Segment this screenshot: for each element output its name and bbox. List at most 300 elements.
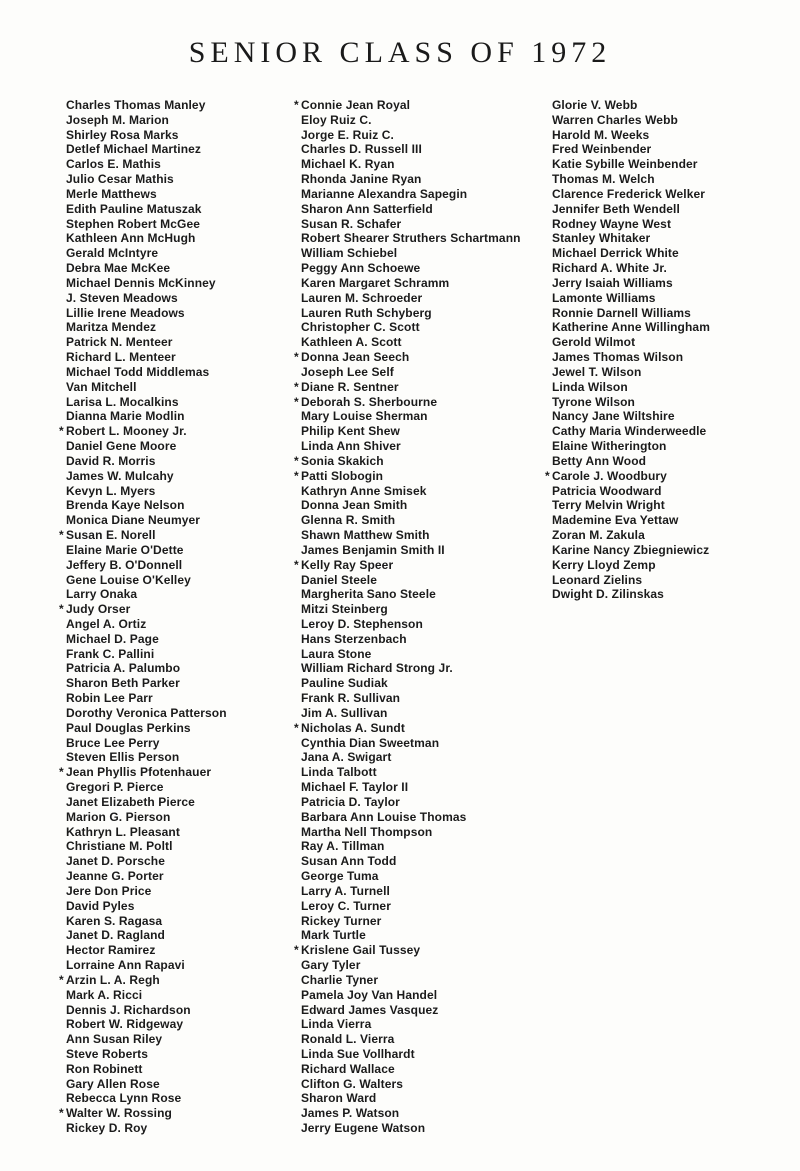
name-text: Ray A. Tillman bbox=[301, 839, 385, 854]
list-item bbox=[66, 721, 227, 736]
name-text: Gregori P. Pierce bbox=[66, 780, 164, 795]
list-item bbox=[66, 1017, 227, 1032]
list-item bbox=[66, 869, 227, 884]
name-text: Larisa L. Mocalkins bbox=[66, 394, 179, 409]
list-item bbox=[59, 1106, 227, 1121]
list-item bbox=[59, 528, 227, 543]
honor-asterisk: * bbox=[59, 528, 64, 543]
list-item bbox=[294, 943, 521, 958]
name-text: Rickey Turner bbox=[301, 913, 382, 928]
list-item bbox=[552, 98, 710, 113]
name-text: Robin Lee Parr bbox=[66, 691, 153, 706]
list-item bbox=[66, 498, 227, 513]
name-text: Judy Orser bbox=[66, 602, 131, 617]
list-item bbox=[66, 943, 227, 958]
list-item bbox=[301, 335, 521, 350]
name-text: Clifton G. Walters bbox=[301, 1076, 404, 1091]
list-item bbox=[301, 513, 521, 528]
name-text: Charlie Tyner bbox=[301, 972, 379, 987]
name-text: Gary Allen Rose bbox=[66, 1076, 160, 1091]
name-text: Lillie Irene Meadows bbox=[66, 305, 185, 320]
name-text: Jerry Isaiah Williams bbox=[552, 275, 673, 290]
name-text: Brenda Kaye Nelson bbox=[66, 498, 185, 513]
name-text: Karen Margaret Schramm bbox=[301, 275, 450, 290]
name-text: Jeffery B. O'Donnell bbox=[66, 557, 183, 572]
name-text: Mademine Eva Yettaw bbox=[552, 513, 679, 528]
name-text: Glenna R. Smith bbox=[301, 513, 396, 528]
name-text: Robert W. Ridgeway bbox=[66, 1017, 184, 1032]
list-item bbox=[301, 128, 521, 143]
list-item bbox=[552, 454, 710, 469]
name-text: Steven Ellis Person bbox=[66, 750, 180, 765]
list-item bbox=[301, 172, 521, 187]
list-item bbox=[301, 187, 521, 202]
list-item bbox=[66, 395, 227, 410]
list-item bbox=[66, 513, 227, 528]
name-text: Marianne Alexandra Sapegin bbox=[301, 186, 468, 201]
name-text: Gerold Wilmot bbox=[552, 335, 636, 350]
list-item bbox=[301, 1091, 521, 1106]
name-text: Susan E. Norell bbox=[66, 528, 156, 543]
name-text: Daniel Gene Moore bbox=[66, 439, 177, 454]
name-text: Mary Louise Sherman bbox=[301, 409, 428, 424]
list-item bbox=[301, 231, 521, 246]
list-item bbox=[66, 810, 227, 825]
name-text: Carole J. Woodbury bbox=[552, 468, 667, 483]
name-text: Lorraine Ann Rapavi bbox=[66, 958, 185, 973]
list-item bbox=[66, 469, 227, 484]
list-item bbox=[66, 1047, 227, 1062]
list-item bbox=[301, 661, 521, 676]
name-text: Zoran M. Zakula bbox=[552, 528, 645, 543]
name-text: Richard L. Menteer bbox=[66, 350, 176, 365]
list-item bbox=[66, 1121, 227, 1136]
name-text: Michael Dennis McKinney bbox=[66, 275, 216, 290]
honor-asterisk: * bbox=[294, 453, 299, 468]
name-text: Betty Ann Wood bbox=[552, 453, 647, 468]
list-item bbox=[552, 424, 710, 439]
name-text: James Thomas Wilson bbox=[552, 350, 684, 365]
name-text: Sharon Ward bbox=[301, 1091, 377, 1106]
name-text: Gerald McIntyre bbox=[66, 246, 159, 261]
name-text: Leroy C. Turner bbox=[301, 898, 391, 913]
name-text: Thomas M. Welch bbox=[552, 172, 655, 187]
name-text: Joseph M. Marion bbox=[66, 112, 169, 127]
name-text: Donna Jean Smith bbox=[301, 498, 408, 513]
list-item bbox=[66, 617, 227, 632]
list-item bbox=[301, 1032, 521, 1047]
name-text: Shirley Rosa Marks bbox=[66, 127, 179, 142]
name-text: Jana A. Swigart bbox=[301, 750, 392, 765]
list-item bbox=[66, 676, 227, 691]
name-text: Fred Weinbender bbox=[552, 142, 652, 157]
name-text: Jere Don Price bbox=[66, 883, 152, 898]
list-item bbox=[552, 587, 710, 602]
list-item bbox=[294, 557, 521, 573]
name-text: Leroy D. Stephenson bbox=[301, 616, 423, 631]
name-text: James Benjamin Smith II bbox=[301, 542, 445, 557]
list-item bbox=[66, 854, 227, 869]
list-item bbox=[301, 543, 521, 558]
name-text: J. Steven Meadows bbox=[66, 290, 178, 305]
list-item bbox=[66, 884, 227, 899]
list-item bbox=[66, 484, 227, 499]
list-item bbox=[301, 142, 521, 157]
honor-asterisk: * bbox=[294, 350, 299, 365]
list-item bbox=[66, 142, 227, 157]
name-text: Jim A. Sullivan bbox=[301, 705, 388, 720]
name-text: Rodney Wayne West bbox=[552, 216, 672, 231]
list-item bbox=[294, 350, 521, 365]
list-item bbox=[552, 513, 710, 528]
name-text: Rebecca Lynn Rose bbox=[66, 1091, 182, 1106]
name-text: Leonard Zielins bbox=[552, 572, 643, 587]
list-item bbox=[301, 765, 521, 780]
name-text: Katherine Anne Willingham bbox=[552, 320, 710, 335]
honor-asterisk: * bbox=[294, 943, 299, 958]
list-item bbox=[66, 691, 227, 706]
name-text: David R. Morris bbox=[66, 453, 156, 468]
name-text: David Pyles bbox=[66, 898, 135, 913]
name-text: Patrick N. Menteer bbox=[66, 335, 173, 350]
name-text: Robert Shearer Struthers Schartmann bbox=[301, 231, 521, 246]
name-text: Linda Ann Shiver bbox=[301, 439, 401, 454]
list-item bbox=[301, 958, 521, 973]
list-item bbox=[66, 320, 227, 335]
list-item bbox=[552, 380, 710, 395]
list-item bbox=[59, 424, 227, 439]
name-text: Susan Ann Todd bbox=[301, 854, 397, 869]
list-item bbox=[552, 202, 710, 217]
list-item bbox=[552, 142, 710, 157]
list-item bbox=[552, 217, 710, 232]
list-item bbox=[59, 765, 227, 780]
list-item bbox=[301, 869, 521, 884]
name-text: Connie Jean Royal bbox=[301, 98, 411, 112]
honor-asterisk: * bbox=[294, 379, 299, 394]
name-text: Marion G. Pierson bbox=[66, 809, 171, 824]
list-item bbox=[66, 380, 227, 395]
name-text: Warren Charles Webb bbox=[552, 112, 678, 127]
list-item bbox=[301, 706, 521, 721]
list-item bbox=[294, 394, 521, 410]
name-text: Hector Ramirez bbox=[66, 943, 156, 958]
list-item bbox=[552, 439, 710, 454]
name-text: Sharon Ann Satterfield bbox=[301, 201, 433, 216]
name-text: Karine Nancy Zbiegniewicz bbox=[552, 542, 710, 557]
list-item bbox=[66, 750, 227, 765]
name-text: Lauren Ruth Schyberg bbox=[301, 305, 432, 320]
names-column-1 bbox=[59, 98, 227, 1136]
list-item bbox=[301, 602, 521, 617]
name-text: Bruce Lee Perry bbox=[66, 735, 160, 750]
list-item bbox=[66, 914, 227, 929]
list-item bbox=[66, 1091, 227, 1106]
list-item bbox=[66, 899, 227, 914]
list-item bbox=[301, 498, 521, 513]
honor-asterisk: * bbox=[545, 468, 550, 483]
name-text: Kerry Lloyd Zemp bbox=[552, 557, 656, 572]
list-item bbox=[66, 454, 227, 469]
name-text: Michael D. Page bbox=[66, 631, 159, 646]
list-item bbox=[552, 409, 710, 424]
list-item bbox=[552, 365, 710, 380]
list-item bbox=[552, 128, 710, 143]
name-text: Rhonda Janine Ryan bbox=[301, 172, 422, 187]
name-text: Julio Cesar Mathis bbox=[66, 172, 174, 187]
name-text: Lauren M. Schroeder bbox=[301, 290, 423, 305]
name-text: Janet D. Ragland bbox=[66, 928, 165, 943]
name-text: Ronald L. Vierra bbox=[301, 1032, 395, 1047]
list-item bbox=[66, 1032, 227, 1047]
list-item bbox=[66, 261, 227, 276]
name-text: Susan R. Schafer bbox=[301, 216, 402, 231]
list-item bbox=[66, 439, 227, 454]
name-text: Van Mitchell bbox=[66, 379, 137, 394]
list-item bbox=[301, 1017, 521, 1032]
name-text: Harold M. Weeks bbox=[552, 127, 650, 142]
name-text: Richard Wallace bbox=[301, 1061, 395, 1076]
name-text: Paul Douglas Perkins bbox=[66, 720, 191, 735]
list-item bbox=[294, 379, 521, 395]
list-item bbox=[301, 973, 521, 988]
name-text: Christiane M. Poltl bbox=[66, 839, 173, 854]
list-item bbox=[294, 453, 521, 469]
name-text: Michael K. Ryan bbox=[301, 157, 395, 172]
name-text: Terry Melvin Wright bbox=[552, 498, 665, 513]
name-text: Jean Phyllis Pfotenhauer bbox=[66, 765, 212, 780]
list-item bbox=[66, 558, 227, 573]
list-item bbox=[552, 187, 710, 202]
name-text: Glorie V. Webb bbox=[552, 98, 638, 112]
name-text: Michael Todd Middlemas bbox=[66, 364, 210, 379]
name-text: Elaine Witherington bbox=[552, 439, 667, 454]
list-item bbox=[552, 498, 710, 513]
list-item bbox=[301, 202, 521, 217]
list-item bbox=[301, 246, 521, 261]
name-text: Jorge E. Ruiz C. bbox=[301, 127, 394, 142]
name-text: Frank C. Pallini bbox=[66, 646, 155, 661]
list-item bbox=[301, 587, 521, 602]
list-item bbox=[552, 157, 710, 172]
list-item bbox=[552, 246, 710, 261]
list-item bbox=[294, 98, 521, 113]
name-text: Nancy Jane Wiltshire bbox=[552, 409, 675, 424]
list-item bbox=[66, 306, 227, 321]
list-item bbox=[552, 113, 710, 128]
name-text: Detlef Michael Martinez bbox=[66, 142, 201, 157]
name-text: Kathryn L. Pleasant bbox=[66, 824, 180, 839]
list-item bbox=[66, 365, 227, 380]
name-text: Lamonte Williams bbox=[552, 290, 656, 305]
honor-asterisk: * bbox=[294, 468, 299, 483]
list-item bbox=[301, 647, 521, 662]
list-item bbox=[552, 395, 710, 410]
name-text: Stanley Whitaker bbox=[552, 231, 651, 246]
name-text: Pamela Joy Van Handel bbox=[301, 987, 438, 1002]
name-text: Kathryn Anne Smisek bbox=[301, 483, 427, 498]
name-text: Deborah S. Sherbourne bbox=[301, 394, 438, 409]
name-text: Rickey D. Roy bbox=[66, 1121, 148, 1136]
honor-asterisk: * bbox=[59, 972, 64, 987]
list-item bbox=[66, 587, 227, 602]
name-text: Frank R. Sullivan bbox=[301, 691, 401, 706]
name-text: Robert L. Mooney Jr. bbox=[66, 424, 187, 439]
list-item bbox=[301, 1003, 521, 1018]
name-text: Richard A. White Jr. bbox=[552, 261, 667, 276]
list-item bbox=[66, 187, 227, 202]
list-item bbox=[301, 825, 521, 840]
name-text: Kathleen Ann McHugh bbox=[66, 231, 196, 246]
list-item bbox=[552, 543, 710, 558]
honor-asterisk: * bbox=[59, 765, 64, 780]
list-item bbox=[301, 1077, 521, 1092]
list-item bbox=[301, 1121, 521, 1136]
list-item bbox=[552, 558, 710, 573]
name-text: Maritza Mendez bbox=[66, 320, 157, 335]
name-text: Philip Kent Shew bbox=[301, 424, 400, 439]
list-item bbox=[66, 246, 227, 261]
name-text: Steve Roberts bbox=[66, 1047, 148, 1061]
list-item bbox=[66, 231, 227, 246]
list-item bbox=[552, 172, 710, 187]
list-item bbox=[301, 928, 521, 943]
name-text: Angel A. Ortiz bbox=[66, 616, 147, 631]
name-text: Linda Talbott bbox=[301, 765, 377, 780]
honor-asterisk: * bbox=[59, 602, 64, 617]
list-item bbox=[301, 988, 521, 1003]
list-item bbox=[66, 1077, 227, 1092]
name-text: Jennifer Beth Wendell bbox=[552, 201, 680, 216]
name-text: Barbara Ann Louise Thomas bbox=[301, 809, 467, 824]
list-item bbox=[66, 736, 227, 751]
name-text: George Tuma bbox=[301, 869, 379, 884]
name-text: Linda Vierra bbox=[301, 1017, 372, 1032]
name-text: Elaine Marie O'Dette bbox=[66, 542, 184, 557]
name-text: Cynthia Dian Sweetman bbox=[301, 735, 440, 750]
honor-asterisk: * bbox=[294, 98, 299, 112]
list-item bbox=[301, 839, 521, 854]
name-text: Diane R. Sentner bbox=[301, 379, 399, 394]
list-item bbox=[301, 795, 521, 810]
name-text: William Schiebel bbox=[301, 246, 398, 261]
list-item bbox=[66, 839, 227, 854]
name-text: Donna Jean Seech bbox=[301, 350, 410, 365]
names-column-3 bbox=[545, 98, 710, 602]
name-text: Dianna Marie Modlin bbox=[66, 409, 185, 424]
list-item bbox=[301, 676, 521, 691]
list-item bbox=[66, 157, 227, 172]
list-item bbox=[301, 914, 521, 929]
list-item bbox=[66, 350, 227, 365]
name-text: Linda Wilson bbox=[552, 379, 628, 394]
name-text: Sharon Beth Parker bbox=[66, 676, 180, 691]
list-item bbox=[66, 128, 227, 143]
list-item bbox=[301, 617, 521, 632]
list-item bbox=[552, 291, 710, 306]
list-item bbox=[301, 320, 521, 335]
list-item bbox=[66, 98, 227, 113]
name-text: Patricia Woodward bbox=[552, 483, 662, 498]
name-text: Margherita Sano Steele bbox=[301, 587, 436, 602]
name-text: Jerry Eugene Watson bbox=[301, 1121, 426, 1136]
list-item bbox=[294, 468, 521, 484]
name-text: Martha Nell Thompson bbox=[301, 824, 433, 839]
list-item bbox=[301, 736, 521, 751]
list-item bbox=[301, 409, 521, 424]
list-item bbox=[301, 528, 521, 543]
list-item bbox=[66, 958, 227, 973]
list-item bbox=[294, 720, 521, 736]
list-item bbox=[301, 1062, 521, 1077]
list-item bbox=[66, 217, 227, 232]
list-item bbox=[301, 899, 521, 914]
name-text: Merle Matthews bbox=[66, 186, 157, 201]
list-item bbox=[552, 350, 710, 365]
list-item bbox=[66, 409, 227, 424]
name-text: Jeanne G. Porter bbox=[66, 869, 164, 884]
list-item bbox=[66, 172, 227, 187]
list-item bbox=[301, 1106, 521, 1121]
name-text: Tyrone Wilson bbox=[552, 394, 635, 409]
list-item bbox=[552, 320, 710, 335]
name-text: Gary Tyler bbox=[301, 958, 361, 973]
list-item bbox=[66, 202, 227, 217]
name-text: Charles D. Russell III bbox=[301, 142, 422, 157]
list-item bbox=[66, 543, 227, 558]
list-item bbox=[301, 1047, 521, 1062]
list-item bbox=[301, 780, 521, 795]
name-text: Mark A. Ricci bbox=[66, 987, 143, 1002]
name-text: Kathleen A. Scott bbox=[301, 335, 402, 350]
name-text: Shawn Matthew Smith bbox=[301, 528, 430, 543]
list-item bbox=[66, 335, 227, 350]
list-item bbox=[66, 573, 227, 588]
name-text: James P. Watson bbox=[301, 1106, 400, 1121]
list-item bbox=[301, 306, 521, 321]
name-text: Debra Mae McKee bbox=[66, 261, 171, 276]
honor-asterisk: * bbox=[59, 424, 64, 439]
list-item bbox=[552, 528, 710, 543]
name-text: Dorothy Veronica Patterson bbox=[66, 705, 227, 720]
name-text: Katie Sybille Weinbender bbox=[552, 157, 698, 172]
list-item bbox=[301, 632, 521, 647]
list-item bbox=[301, 810, 521, 825]
name-text: Jewel T. Wilson bbox=[552, 364, 642, 379]
name-text: Larry A. Turnell bbox=[301, 883, 390, 898]
name-text: Gene Louise O'Kelley bbox=[66, 572, 191, 587]
honor-asterisk: * bbox=[59, 1106, 64, 1121]
list-item bbox=[552, 261, 710, 276]
list-item bbox=[301, 157, 521, 172]
name-text: Hans Sterzenbach bbox=[301, 631, 407, 646]
name-text: Pauline Sudiak bbox=[301, 676, 388, 691]
name-text: Joseph Lee Self bbox=[301, 364, 394, 379]
name-text: Mark Turtle bbox=[301, 928, 366, 943]
name-text: Kelly Ray Speer bbox=[301, 557, 394, 572]
list-item bbox=[66, 928, 227, 943]
list-item bbox=[66, 632, 227, 647]
list-item bbox=[552, 484, 710, 499]
name-text: William Richard Strong Jr. bbox=[301, 661, 453, 676]
name-text: James W. Mulcahy bbox=[66, 468, 174, 483]
list-item bbox=[301, 424, 521, 439]
name-text: Cathy Maria Winderweedle bbox=[552, 424, 707, 439]
name-text: Carlos E. Mathis bbox=[66, 157, 161, 172]
list-item bbox=[66, 706, 227, 721]
name-text: Dennis J. Richardson bbox=[66, 1002, 191, 1017]
list-item bbox=[301, 113, 521, 128]
